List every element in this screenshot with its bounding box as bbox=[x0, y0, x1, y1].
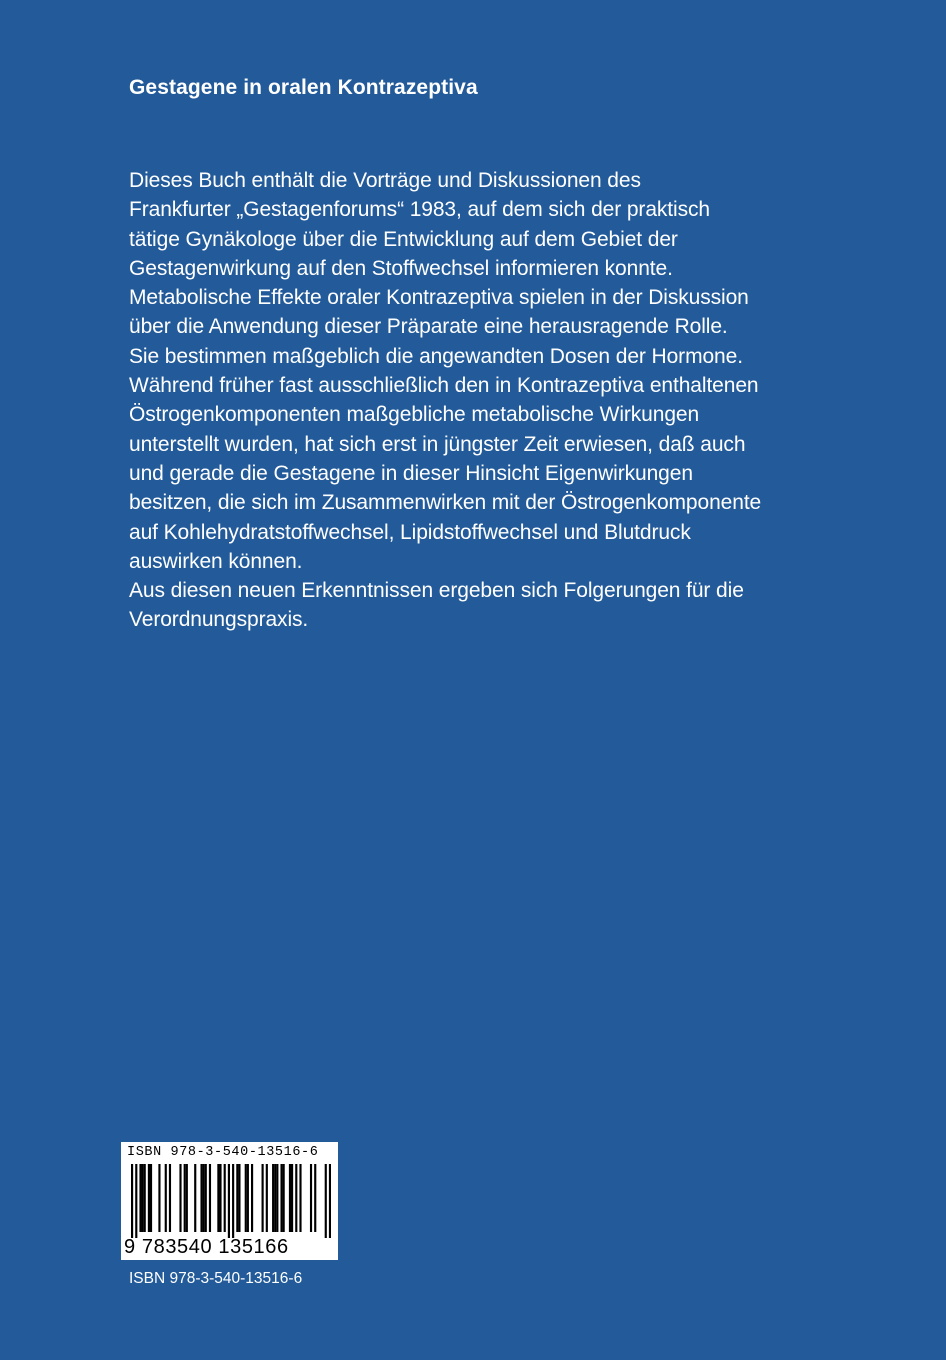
barcode-bar bbox=[295, 1164, 297, 1232]
blurb-line: Verordnungspraxis. bbox=[129, 608, 309, 632]
barcode-bar bbox=[310, 1164, 312, 1232]
barcode-bar bbox=[179, 1164, 181, 1232]
barcode-bar bbox=[139, 1164, 141, 1232]
barcode-bar bbox=[209, 1164, 211, 1232]
barcode-bar bbox=[228, 1164, 230, 1238]
barcode-bar bbox=[186, 1164, 188, 1232]
blurb-line: Während früher fast ausschließlich den in Kontrazeptiva enthaltenen bbox=[129, 374, 759, 398]
blurb-line: Östrogenkomponenten maßgebliche metabolische Wirkungen bbox=[129, 403, 700, 427]
blurb-line: und gerade die Gestagene in dieser Hinsicht Eigenwirkungen bbox=[129, 461, 693, 485]
barcode-bar bbox=[135, 1164, 137, 1238]
barcode-bar bbox=[251, 1164, 253, 1232]
barcode-bar bbox=[245, 1164, 247, 1232]
blurb-line: Metabolische Effekte oraler Kontrazeptiva spielen in der Diskussion bbox=[129, 286, 749, 310]
blurb-line: auf Kohlehydratstoffwechsel, Lipidstoffwechsel und Blutdruck bbox=[129, 520, 691, 544]
barcode-bar bbox=[169, 1164, 171, 1232]
barcode-bar bbox=[144, 1164, 146, 1232]
barcode-bar bbox=[148, 1164, 150, 1232]
barcode-bar bbox=[289, 1164, 291, 1232]
barcode-bar bbox=[150, 1164, 152, 1232]
isbn-footer: ISBN 978-3-540-13516-6 bbox=[129, 1270, 303, 1287]
blurb-line: tätige Gynäkologe über die Entwicklung auf dem Gebiet der bbox=[129, 227, 678, 251]
barcode-bar bbox=[299, 1164, 301, 1232]
barcode-bar bbox=[165, 1164, 167, 1232]
isbn-barcode bbox=[121, 1142, 338, 1260]
barcode-digits: 9 783540 135166 bbox=[124, 1236, 289, 1258]
barcode-bar bbox=[232, 1164, 234, 1238]
blurb-line: über die Anwendung dieser Präparate eine herausragende Rolle. bbox=[129, 315, 728, 339]
barcode-bar bbox=[238, 1164, 240, 1232]
barcode-bar bbox=[200, 1164, 202, 1232]
barcode-bar bbox=[325, 1164, 327, 1238]
book-title: Gestagene in oralen Kontrazeptiva bbox=[129, 76, 478, 99]
barcode-bar bbox=[142, 1164, 144, 1232]
blurb-line: besitzen, die sich im Zusammenwirken mit der Östrogenkomponente bbox=[129, 491, 762, 515]
blurb-line: Gestagenwirkung auf den Stoffwechsel informieren konnte. bbox=[129, 256, 673, 280]
barcode-bar bbox=[291, 1164, 293, 1232]
blurb-line: Dieses Buch enthält die Vorträge und Diskussionen des bbox=[129, 169, 641, 192]
barcode-bar bbox=[274, 1164, 276, 1232]
barcode-bar bbox=[329, 1164, 331, 1238]
blurb-line: Sie bestimmen maßgeblich die angewandten Dosen der Hormone. bbox=[129, 344, 743, 368]
barcode-bar bbox=[205, 1164, 207, 1232]
barcode-bar bbox=[217, 1164, 219, 1232]
blurb-line: Aus diesen neuen Erkenntnissen ergeben sich Folgerungen für die bbox=[129, 579, 744, 603]
barcode-bar bbox=[224, 1164, 226, 1232]
barcode-bar bbox=[283, 1164, 285, 1232]
barcode-bar bbox=[314, 1164, 316, 1232]
barcode-bar bbox=[194, 1164, 196, 1232]
blurb-line: Frankfurter „Gestagenforums“ 1983, auf dem sich der praktisch bbox=[129, 198, 710, 222]
barcode-bar bbox=[280, 1164, 282, 1232]
barcode-bar bbox=[203, 1164, 205, 1232]
barcode-bar bbox=[266, 1164, 268, 1232]
barcode-bar bbox=[247, 1164, 249, 1232]
barcode-bar bbox=[131, 1164, 133, 1238]
barcode-bar bbox=[184, 1164, 186, 1232]
barcode-bar bbox=[236, 1164, 238, 1232]
barcode-bar bbox=[158, 1164, 160, 1232]
barcode-bars bbox=[131, 1164, 331, 1238]
barcode-bar bbox=[272, 1164, 274, 1232]
blurb-line: auswirken können. bbox=[129, 549, 303, 573]
blurb-line: unterstellt wurden, hat sich erst in jüngster Zeit erwiesen, daß auch bbox=[129, 432, 746, 456]
barcode-bar bbox=[276, 1164, 278, 1232]
barcode-isbn-label: ISBN 978-3-540-13516-6 bbox=[127, 1145, 319, 1160]
barcode-bar bbox=[262, 1164, 264, 1232]
barcode-bar bbox=[219, 1164, 221, 1232]
blurb-text bbox=[129, 166, 929, 635]
